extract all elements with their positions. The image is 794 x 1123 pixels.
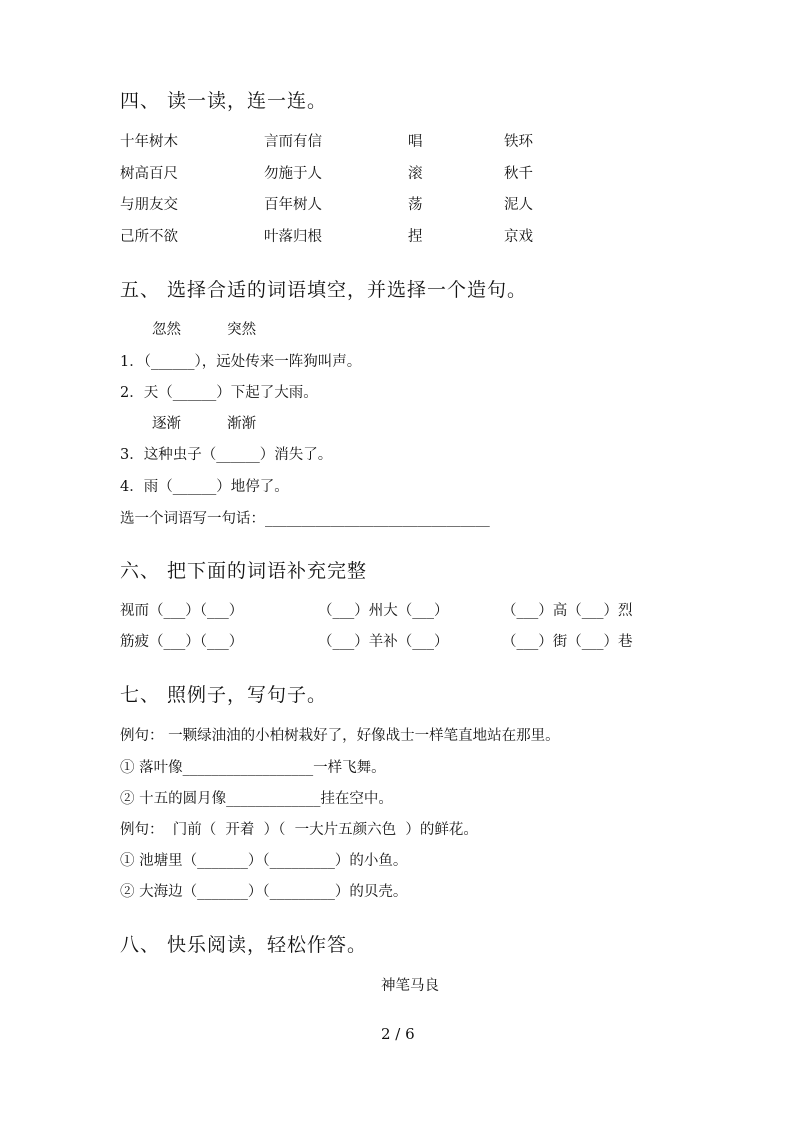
- exercise-line: ① 落叶像__________________一样飞舞。: [120, 760, 386, 776]
- exercise-line: ① 池塘里（_______）（_________）的小鱼。: [120, 853, 408, 869]
- section-7-title: 七、 照例子，写句子。: [120, 684, 328, 706]
- match-cell: 捏: [408, 229, 423, 245]
- match-cell: 荡: [408, 197, 423, 213]
- word-pair: 逐渐 渐渐: [152, 416, 257, 432]
- idiom-cell: （___）高（___）烈: [502, 603, 633, 619]
- page-number: 2 / 6: [381, 1025, 415, 1043]
- question-line: 2．天（______）下起了大雨。: [120, 385, 318, 401]
- match-cell: 勿施于人: [264, 166, 322, 182]
- match-cell: 百年树人: [264, 197, 322, 213]
- sentence-line: 选一个词语写一句话：_______________________________: [120, 511, 490, 527]
- question-line: 3．这种虫子（______）消失了。: [120, 447, 333, 463]
- match-cell: 唱: [408, 134, 423, 150]
- match-cell: 树高百尺: [120, 166, 178, 182]
- match-cell: 滚: [408, 166, 423, 182]
- word-pair: 忽然 突然: [152, 322, 257, 338]
- match-cell: 与朋友交: [120, 197, 178, 213]
- match-cell: 言而有信: [264, 134, 322, 150]
- match-cell: 京戏: [504, 229, 533, 245]
- match-cell: 铁环: [504, 134, 533, 150]
- example-line: 例句： 门前（ 开着 ）（ 一大片五颜六色 ）的鲜花。: [120, 822, 478, 838]
- section-8-title: 八、 快乐阅读，轻松作答。: [120, 934, 368, 956]
- exercise-line: ② 大海边（_______）（_________）的贝壳。: [120, 884, 408, 900]
- match-cell: 泥人: [504, 197, 533, 213]
- example-line: 例句： 一颗绿油油的小柏树栽好了，好像战士一样笔直地站在那里。: [120, 728, 560, 744]
- story-title: 神笔马良: [381, 978, 439, 994]
- section-6-title: 六、 把下面的词语补充完整: [120, 560, 368, 582]
- idiom-cell: （___）州大（___）: [318, 603, 449, 619]
- idiom-cell: （___）街（___）巷: [502, 634, 633, 650]
- idiom-cell: 视而（___）（___）: [120, 603, 244, 619]
- question-line: 1．（______），远处传来一阵狗叫声。: [120, 354, 362, 370]
- idiom-cell: （___）羊补（___）: [318, 634, 449, 650]
- section-4-title: 四、 读一读，连一连。: [120, 90, 328, 112]
- match-cell: 己所不欲: [120, 229, 178, 245]
- exercise-line: ② 十五的圆月像_____________挂在空中。: [120, 791, 393, 807]
- match-cell: 叶落归根: [264, 229, 322, 245]
- question-line: 4．雨（______）地停了。: [120, 479, 289, 495]
- match-cell: 秋千: [504, 166, 533, 182]
- match-cell: 十年树木: [120, 134, 178, 150]
- section-5-title: 五、 选择合适的词语填空，并选择一个造句。: [120, 279, 528, 301]
- idiom-cell: 筋疲（___）（___）: [120, 634, 244, 650]
